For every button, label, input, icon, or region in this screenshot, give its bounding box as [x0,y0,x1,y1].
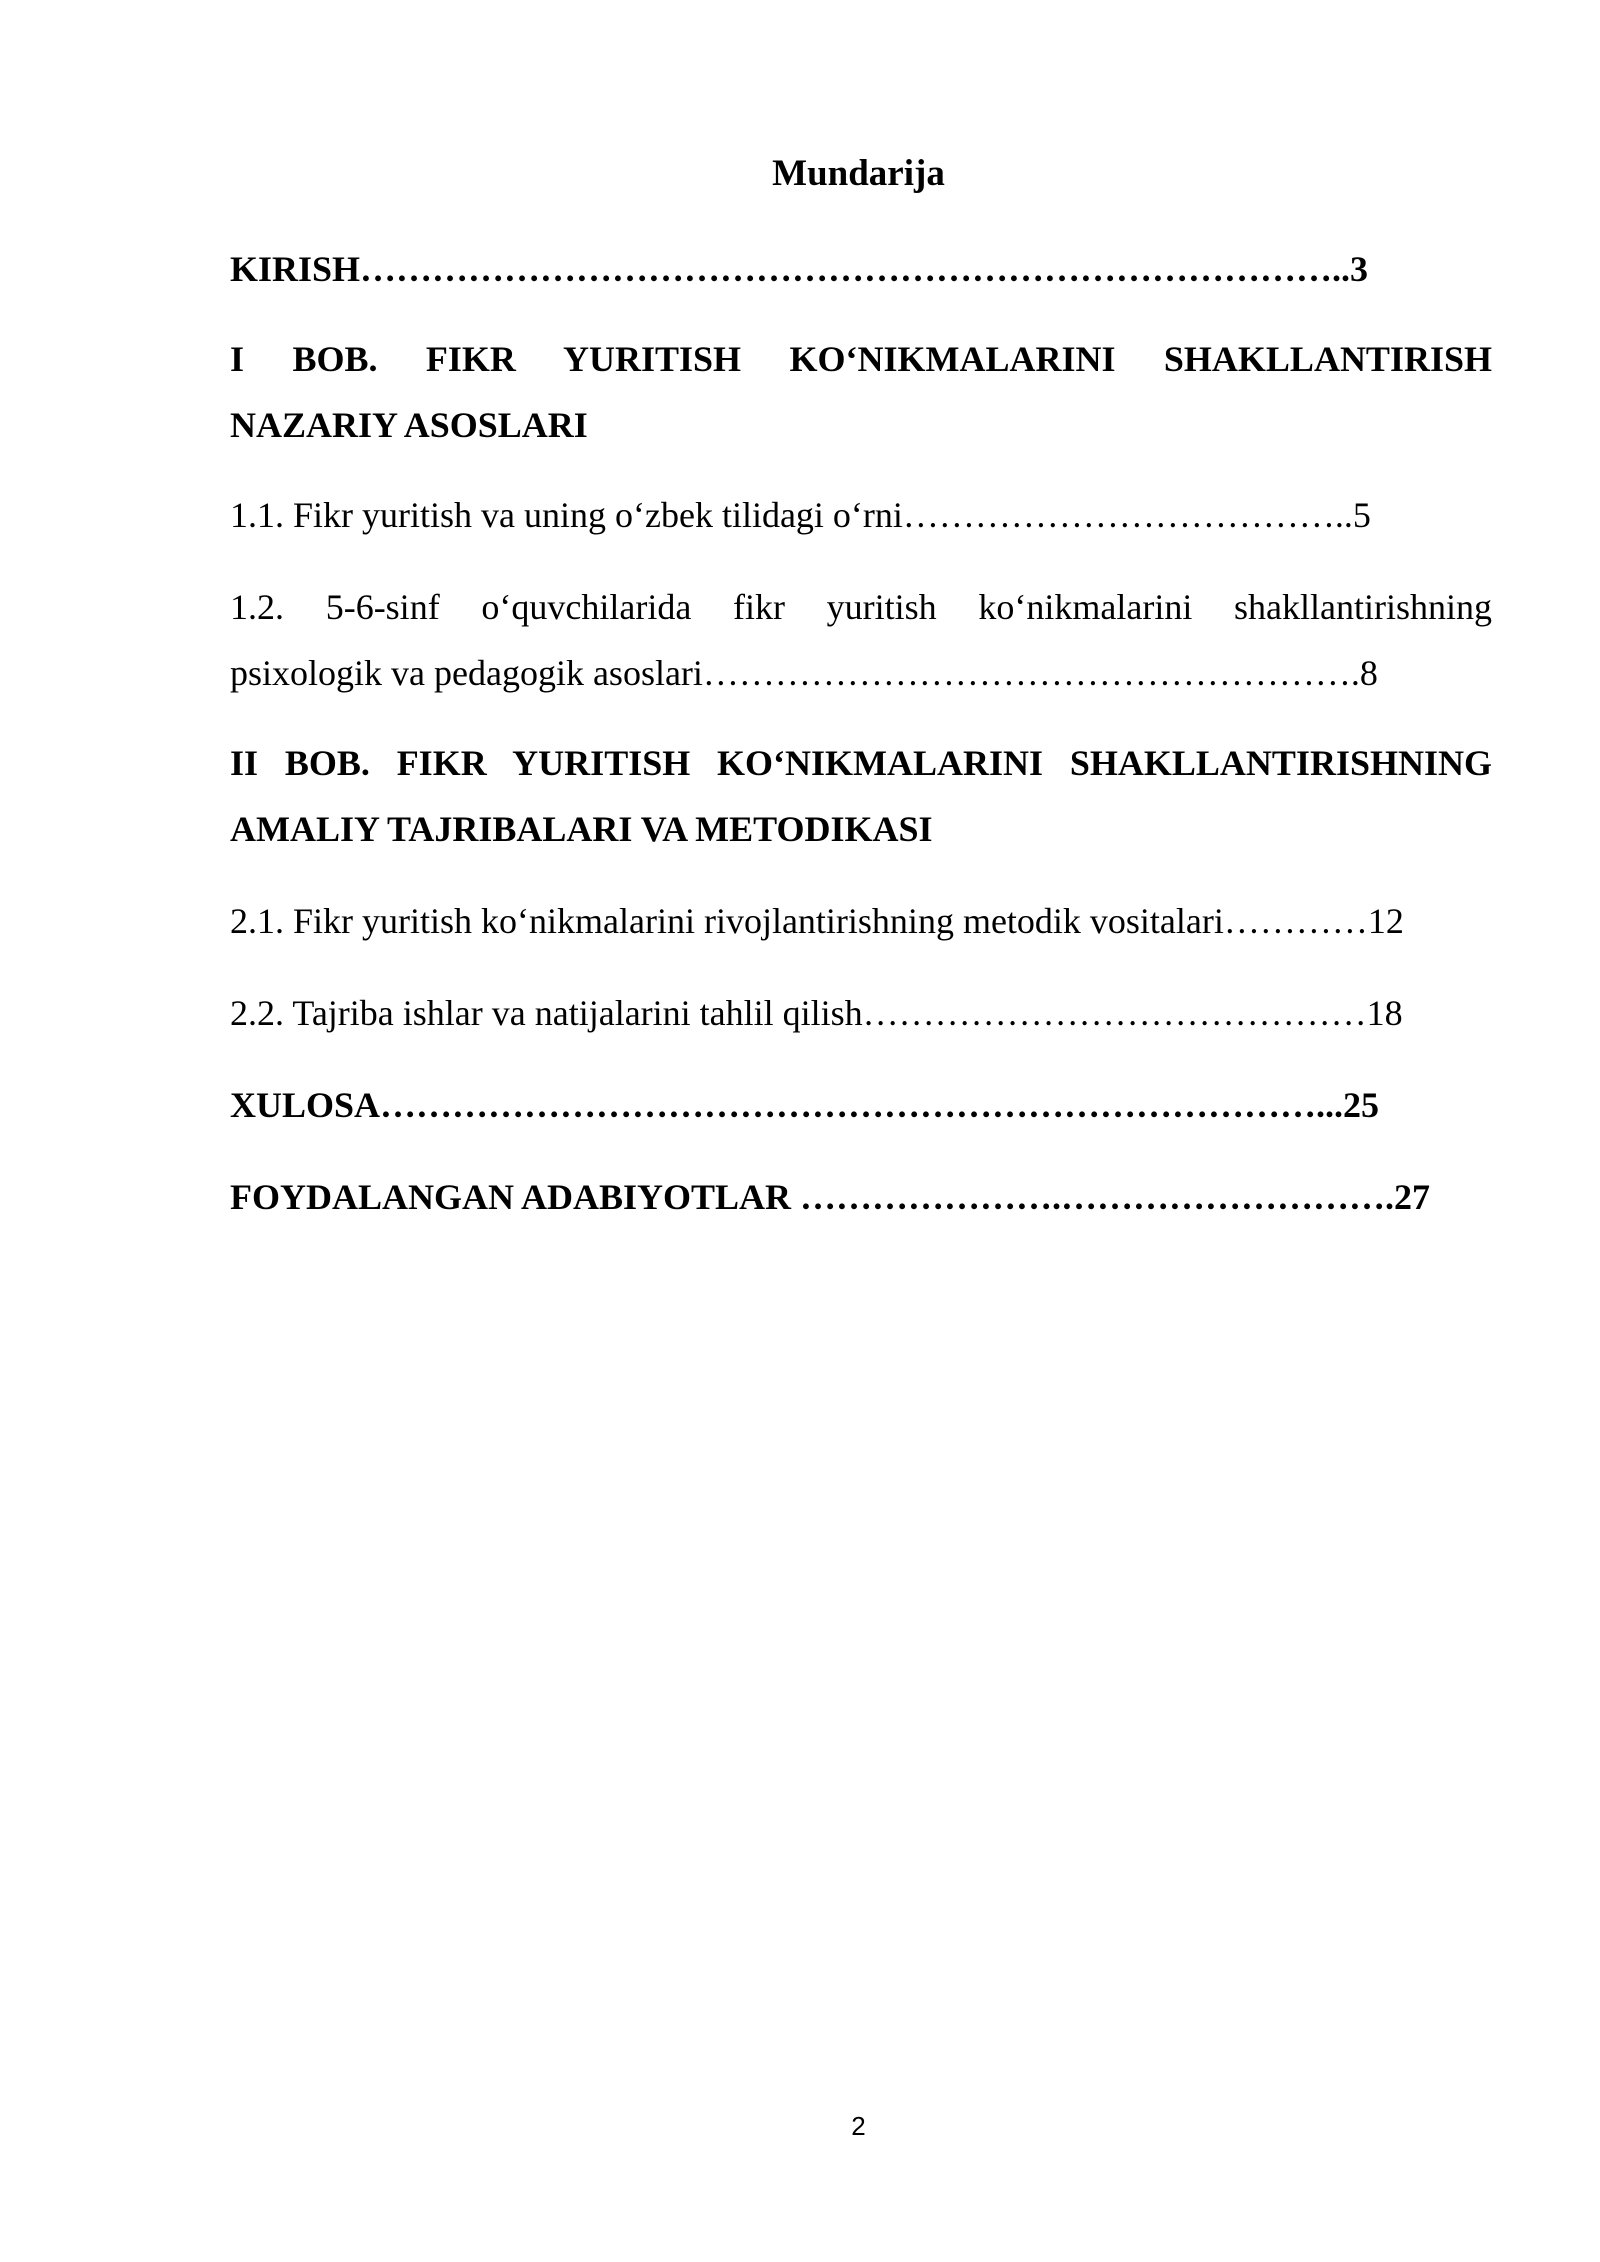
toc-entry-xulosa: XULOSA……………………………………………………………………...25 [230,1085,1380,1125]
toc-entry-chapter-2-line-2: AMALIY TAJRIBALARI VA METODIKASI [230,809,933,849]
toc-entry-kirish: KIRISH………………………………………………………………………..3 [230,249,1369,289]
toc-entry-1-2-line-2: psixologik va pedagogik asoslari……………………………………………….8 [230,653,1378,693]
toc-entry-1-2-line-1: 1.2. 5-6-sinf o‘quvchilarida fikr yuritish ko‘nikmalarini shakllantirishning [230,587,1492,627]
toc-entry-chapter-1 [230,326,1492,458]
toc-entry-2-2: 2.2. Tajriba ishlar va natijalarini tahlil qilish……………………………………18 [230,993,1403,1033]
toc-entry-chapter-2-line-1: II BOB. FIKR YURITISH KO‘NIKMALARINI SHAKLLANTIRISHNING [230,743,1492,783]
toc-entry-chapter-1-line-1: I BOB. FIKR YURITISH KO‘NIKMALARINI SHAKLLANTIRISH [230,339,1492,379]
toc-entry-2-1: 2.1. Fikr yuritish ko‘nikmalarini rivojlantirishning metodik vositalari…………12 [230,901,1404,941]
toc-entry-chapter-1-line-2: NAZARIY ASOSLARI [230,405,588,445]
toc-entry-1-1: 1.1. Fikr yuritish va uning o‘zbek tilidagi o‘rni………………………………..5 [230,495,1371,535]
toc-entry-chapter-2 [230,730,1492,862]
toc-entry-1-2 [230,574,1492,706]
toc-title: Mundarija [772,153,945,194]
toc-entry-adabiyotlar: FOYDALANGAN ADABIYOTLAR ………………….……………………….27 [230,1177,1431,1217]
page-number: 2 [851,2111,866,2141]
